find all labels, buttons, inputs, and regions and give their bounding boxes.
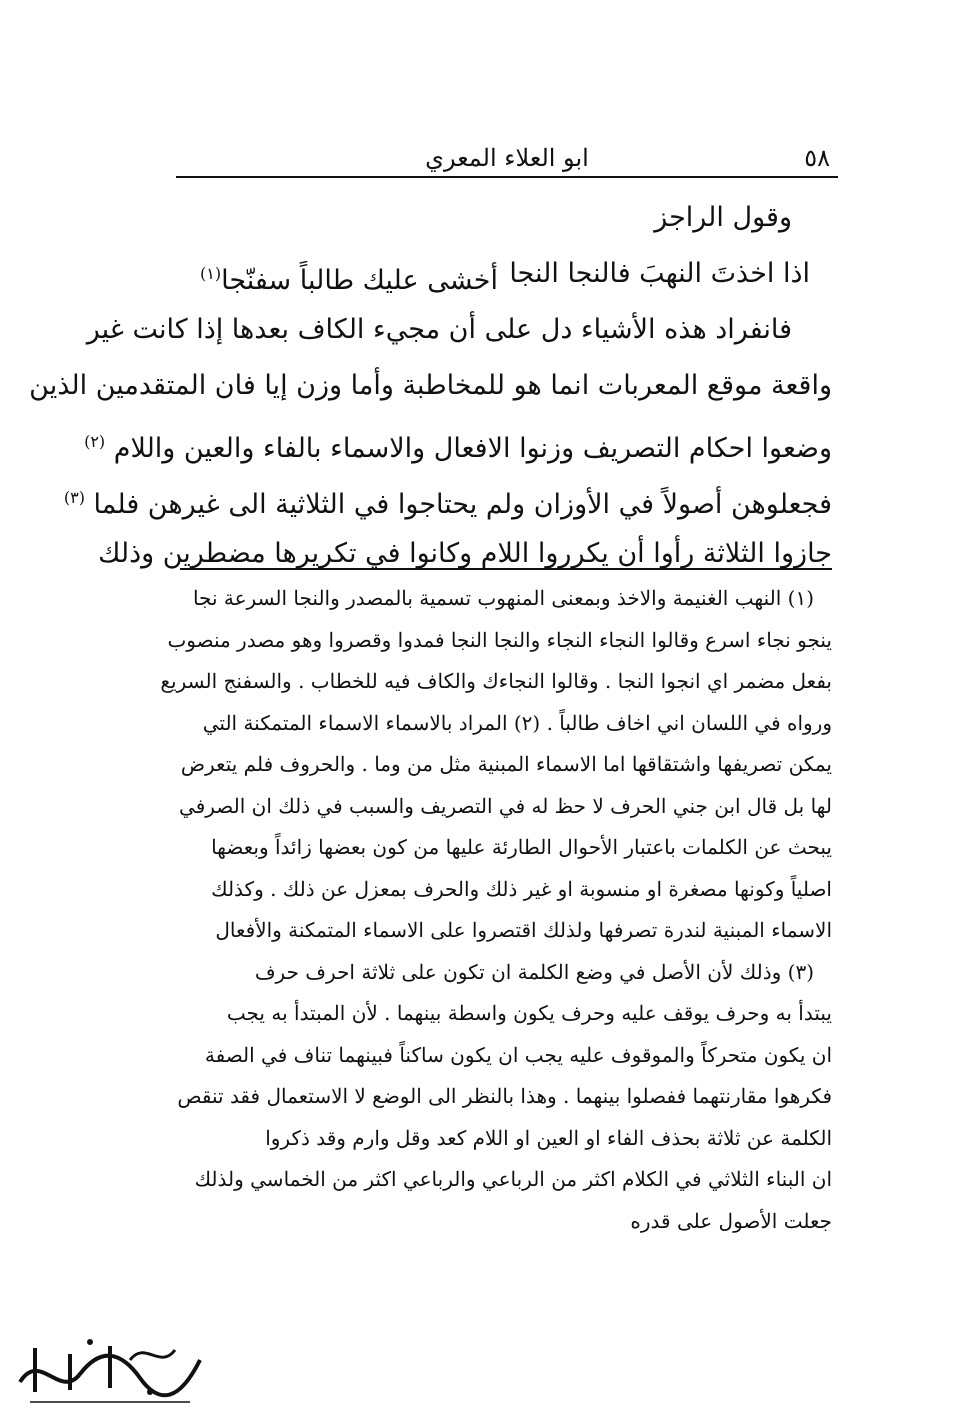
footnote-line: ورواه في اللسان اني اخاف طالباً . (٢) المراد بالاسماء الاسماء المتمكنة التي	[202, 710, 832, 735]
page-header	[176, 140, 838, 178]
footnote-line: بفعل مضمر اي انجوا النجا . وقالوا النجاءك والكاف فيه للخطاب . والسفنج السريع	[160, 669, 832, 693]
footnote-marker: (٣)	[63, 488, 85, 507]
footnote-line: (٣) وذلك لأن الأصل في وضع الكلمة ان تكون على ثلاثة احرف حرف	[254, 959, 814, 984]
footnote-line: (١) النهب الغنيمة والاخذ وبمعنى المنهوب تسمية بالمصدر والنجا السرعة نجا	[192, 586, 814, 610]
text-line: فانفراد هذه الأشياء دل على أن مجيء الكاف بعدها إذا كانت غير	[86, 314, 792, 345]
footnote-line: ان البناء الثلاثي في الكلام اكثر من الرباعي والرباعي اكثر من الخماسي ولذلك	[194, 1167, 832, 1191]
footnote-line: فكرهوا مقارنتهما ففصلوا بينهما . وهذا بالنظر الى الوضع لا الاستعمال فقد تنقص	[177, 1084, 832, 1108]
footnote-line: جعلت الأصول على قدره	[630, 1208, 832, 1233]
footnote-line: الكلمة عن ثلاثة بحذف الفاء او العين او اللام كعد وقل وارم وقد ذكروا	[265, 1125, 832, 1150]
text-line: وضعوا احكام التصريف وزنوا الافعال والاسماء بالفاء والعين واللام $^{(٢)}$	[84, 432, 832, 464]
logo-calligraphy-icon	[10, 1330, 210, 1414]
footnote-marker: (١)	[200, 264, 222, 283]
footnotes	[160, 578, 832, 1242]
text-line: وقول الراجز	[654, 202, 792, 233]
footnote-line: ان يكون متحركاً والموقوف عليه يجب ان يكون ساكناً فبينهما تناف في الصفة	[204, 1042, 832, 1067]
footnote-line: يمكن تصريفها واشتقاقها اما الاسماء المبنية مثل من وما . والحروف فلم يتعرض	[180, 752, 832, 776]
footnote-line: لها بل قال ابن جني الحرف لا حظ له في التصريف والسبب في ذلك ان الصرفي	[179, 793, 832, 818]
verse-hemistich-second: أخشى عليك طالباً سفنّجا$^{(١)}$	[200, 264, 498, 296]
text-line: فجعلوهن أصولاً في الأوزان ولم يحتاجوا في الثلاثية الى غيرهن فلما $^{(٣)}$	[63, 488, 832, 520]
footnote-line: الاسماء المبنية لندرة تصرفها ولذلك اقتصروا على الاسماء المتمكنة والأفعال	[215, 918, 832, 942]
verse-hemistich-first: اذا اخذتَ النهبَ فالنجا النجا	[509, 258, 810, 289]
footnote-line: يبحث عن الكلمات باعتبار الأحوال الطارئة عليها من كون بعضها زائداً وبعضها	[211, 835, 832, 859]
footnote-separator	[180, 568, 832, 570]
main-text	[29, 190, 832, 582]
text-line: جازوا الثلاثة رأوا أن يكرروا اللام وكانوا في تكريرها مضطرين وذلك	[98, 538, 832, 569]
verse-line	[180, 246, 832, 302]
publisher-calligraphy-logo	[10, 1330, 210, 1414]
footnote-line: يبتدأ به وحرف يوقف عليه وحرف يكون واسطة بينهما . لأن المبتدأ به يجب	[226, 1001, 832, 1025]
footnote-line: اصلياً وكونها مصغرة او منسوبة او غير ذلك والحرف بمعزل عن ذلك . وكذلك	[211, 876, 832, 901]
footnote-line: ينجو نجاء اسرع وقالوا النجاء النجاء والنجا النجا فمدوا وقصروا وهو مصدر منصوب	[167, 627, 832, 652]
footnote-marker: (٢)	[84, 432, 106, 451]
running-title: ابو العلاء المعري	[425, 144, 589, 172]
page-number: ٥٨	[804, 144, 830, 172]
text-line: واقعة موقع المعربات انما هو للمخاطبة وأما وزن إيا فان المتقدمين الذين	[29, 370, 832, 401]
